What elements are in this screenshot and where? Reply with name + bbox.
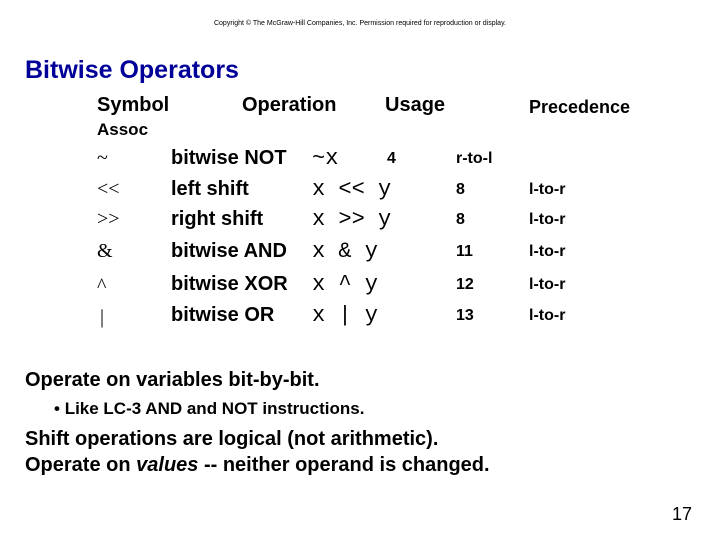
row-symbol: >>	[97, 208, 120, 230]
row-precedence: 8	[456, 211, 465, 228]
row-precedence: 4	[387, 150, 396, 167]
row-operation: right shift	[171, 208, 264, 230]
row-assoc: r-to-l	[456, 150, 493, 167]
copyright-notice: Copyright © The McGraw-Hill Companies, Inc. Permission required for reproduction or display.	[213, 20, 506, 27]
row-usage: x | y	[312, 303, 379, 328]
header-assoc: Assoc	[97, 120, 149, 139]
page-number: 17	[672, 504, 693, 524]
row-symbol: |	[100, 306, 105, 328]
row-symbol: <<	[97, 178, 120, 200]
header-symbol: Symbol	[97, 94, 170, 116]
note-emphasis: values	[136, 454, 199, 476]
header-precedence: Precedence	[529, 97, 631, 117]
row-precedence: 13	[456, 307, 474, 324]
note-shift-logical: Shift operations are logical (not arithmetic).	[25, 428, 439, 450]
note-bullet-lc3	[54, 399, 364, 419]
row-operation: bitwise NOT	[171, 147, 287, 169]
note-suffix: -- neither operand is changed.	[198, 454, 490, 476]
row-assoc: l-to-r	[529, 307, 566, 324]
row-operation: bitwise OR	[171, 304, 275, 326]
row-usage: x << y	[312, 177, 392, 202]
row-assoc: l-to-r	[529, 181, 566, 198]
slide-title: Bitwise Operators	[25, 56, 239, 84]
row-usage: x & y	[312, 239, 379, 264]
row-usage: ~x	[312, 146, 339, 171]
row-assoc: l-to-r	[529, 211, 566, 228]
row-symbol: ~	[97, 147, 108, 169]
note-bit-by-bit: Operate on variables bit-by-bit.	[25, 369, 320, 391]
bullet-text: Like LC-3 AND and NOT instructions.	[64, 399, 365, 418]
row-symbol: ^	[97, 275, 107, 297]
row-operation: bitwise AND	[171, 240, 287, 262]
row-precedence: 8	[456, 181, 465, 198]
row-usage: x >> y	[312, 207, 392, 232]
row-assoc: l-to-r	[529, 243, 566, 260]
row-assoc: l-to-r	[529, 276, 566, 293]
note-prefix: Operate on	[25, 454, 137, 476]
header-usage: Usage	[385, 94, 446, 116]
row-operation: left shift	[171, 178, 249, 200]
bullet-icon: •	[54, 399, 60, 418]
header-operation: Operation	[242, 94, 337, 116]
row-symbol: &	[97, 240, 113, 262]
note-operate-values	[25, 454, 490, 477]
row-precedence: 11	[456, 243, 473, 260]
row-usage: x ^ y	[312, 272, 379, 297]
row-precedence: 12	[456, 276, 474, 293]
row-operation: bitwise XOR	[171, 273, 288, 295]
